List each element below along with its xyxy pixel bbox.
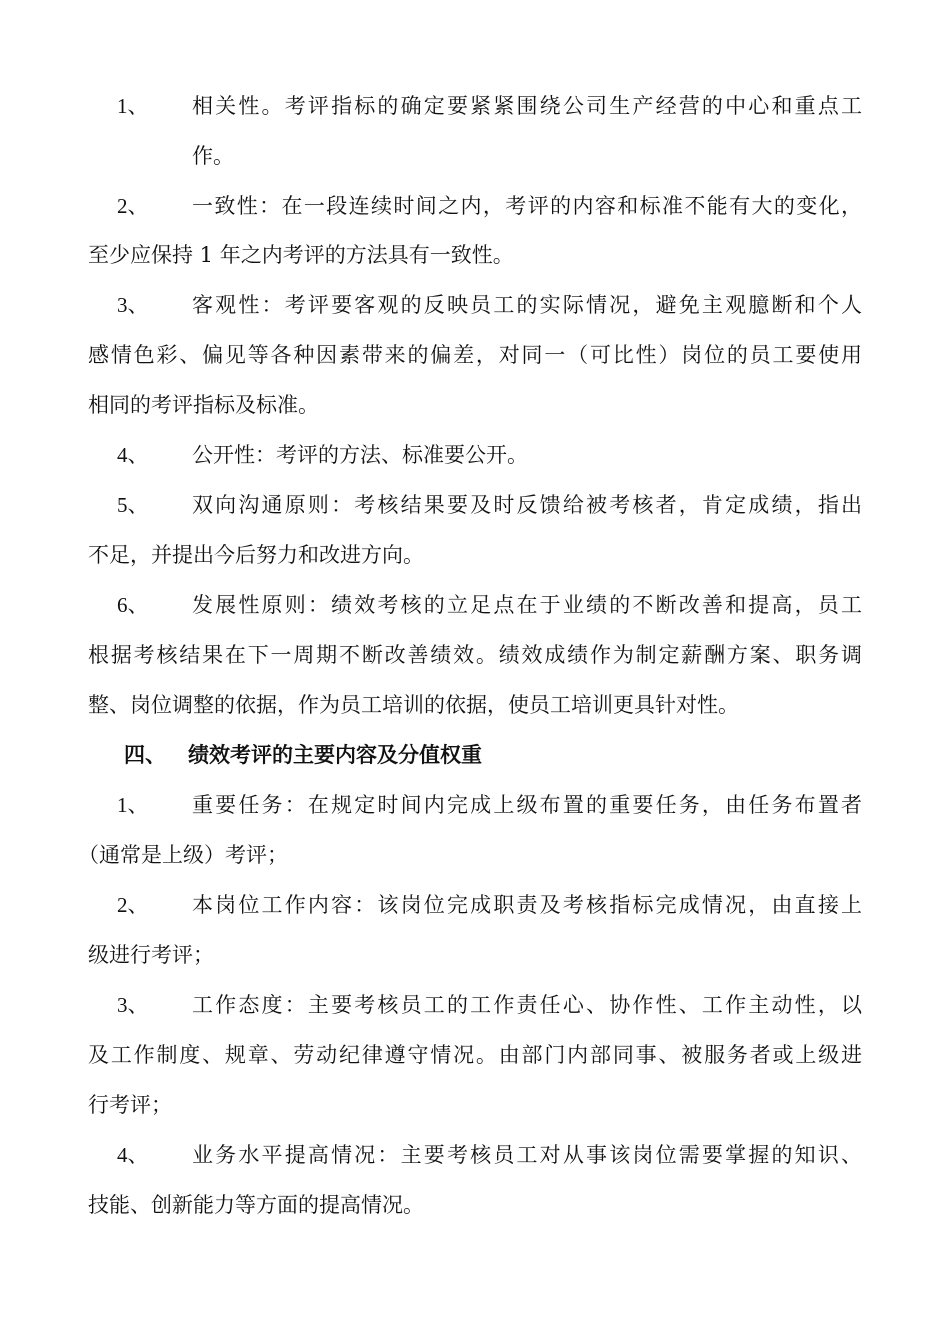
list-number: 6、 bbox=[117, 593, 149, 617]
paragraph-text: 工作态度：主要考核员工的工作责任心、协作性、工作主动性，以 bbox=[192, 993, 862, 1017]
content-item-4 bbox=[0, 1140, 950, 1170]
content-item-2-continued bbox=[0, 940, 950, 970]
list-item-2 bbox=[0, 191, 950, 221]
list-item-1-continued bbox=[0, 141, 950, 171]
paragraph-text: 双向沟通原则：考核结果要及时反馈给被考核者，肯定成绩，指出 bbox=[192, 493, 862, 517]
list-item-6 bbox=[0, 590, 950, 620]
paragraph-text: 至少应保持 1 年之内考评的方法具有一致性。 bbox=[88, 243, 514, 267]
list-number: 2、 bbox=[117, 194, 149, 218]
paragraph-text: 相关性。考评指标的确定要紧紧围绕公司生产经营的中心和重点工 bbox=[192, 94, 862, 118]
paragraph-text: 及工作制度、规章、劳动纪律遵守情况。由部门内部同事、被服务者或上级进 bbox=[88, 1043, 862, 1067]
paragraph-text: 行考评； bbox=[88, 1093, 172, 1117]
paragraph-text: 一致性：在一段连续时间之内，考评的内容和标准不能有大的变化， bbox=[192, 194, 862, 218]
list-number: 4、 bbox=[117, 1143, 149, 1167]
paragraph-text: 重要任务：在规定时间内完成上级布置的重要任务，由任务布置者 bbox=[192, 793, 862, 817]
content-item-3 bbox=[0, 990, 950, 1020]
list-number: 2、 bbox=[117, 893, 149, 917]
list-number: 1、 bbox=[117, 94, 149, 118]
paragraph-text: 根据考核结果在下一周期不断改善绩效。绩效成绩作为制定薪酬方案、职务调 bbox=[88, 643, 862, 667]
section-heading bbox=[0, 740, 950, 770]
paragraph-text: 公开性：考评的方法、标准要公开。 bbox=[192, 443, 528, 467]
content-item-3-continued bbox=[0, 1040, 950, 1070]
list-item-3-continued bbox=[0, 340, 950, 370]
list-item-5 bbox=[0, 490, 950, 520]
paragraph-text: 本岗位工作内容：该岗位完成职责及考核指标完成情况，由直接上 bbox=[192, 893, 862, 917]
content-item-3-continued bbox=[0, 1090, 950, 1120]
section-number: 四、 bbox=[124, 742, 166, 767]
list-item-2-continued bbox=[0, 240, 950, 270]
list-number: 1、 bbox=[117, 793, 149, 817]
paragraph-text: 相同的考评指标及标准。 bbox=[88, 393, 319, 417]
list-item-4 bbox=[0, 440, 950, 470]
list-item-3 bbox=[0, 290, 950, 320]
paragraph-text: 级进行考评； bbox=[88, 943, 214, 967]
paragraph-text: 发展性原则：绩效考核的立足点在于业绩的不断改善和提高，员工 bbox=[192, 593, 862, 617]
paragraph-text: 业务水平提高情况：主要考核员工对从事该岗位需要掌握的知识、 bbox=[192, 1143, 862, 1167]
list-item-6-continued bbox=[0, 640, 950, 670]
content-item-2 bbox=[0, 890, 950, 920]
list-item-5-continued bbox=[0, 540, 950, 570]
list-number: 4、 bbox=[117, 443, 149, 467]
list-number: 3、 bbox=[117, 293, 149, 317]
paragraph-text: 整、岗位调整的依据，作为员工培训的依据，使员工培训更具针对性。 bbox=[88, 693, 739, 717]
content-item-1 bbox=[0, 790, 950, 820]
list-item-1 bbox=[0, 91, 950, 121]
content-item-4-continued bbox=[0, 1190, 950, 1220]
paragraph-text: 技能、创新能力等方面的提高情况。 bbox=[88, 1193, 424, 1217]
list-item-3-continued bbox=[0, 390, 950, 420]
list-item-6-continued bbox=[0, 690, 950, 720]
section-title: 绩效考评的主要内容及分值权重 bbox=[188, 742, 482, 767]
paragraph-text: 不足，并提出今后努力和改进方向。 bbox=[88, 543, 424, 567]
list-number: 3、 bbox=[117, 993, 149, 1017]
paragraph-text: 作。 bbox=[192, 144, 234, 168]
paragraph-text: （通常是上级）考评； bbox=[78, 843, 288, 867]
paragraph-text: 客观性：考评要客观的反映员工的实际情况，避免主观臆断和个人 bbox=[192, 293, 862, 317]
content-item-1-continued bbox=[0, 840, 950, 870]
list-number: 5、 bbox=[117, 493, 149, 517]
paragraph-text: 感情色彩、偏见等各种因素带来的偏差，对同一（可比性）岗位的员工要使用 bbox=[88, 343, 862, 367]
